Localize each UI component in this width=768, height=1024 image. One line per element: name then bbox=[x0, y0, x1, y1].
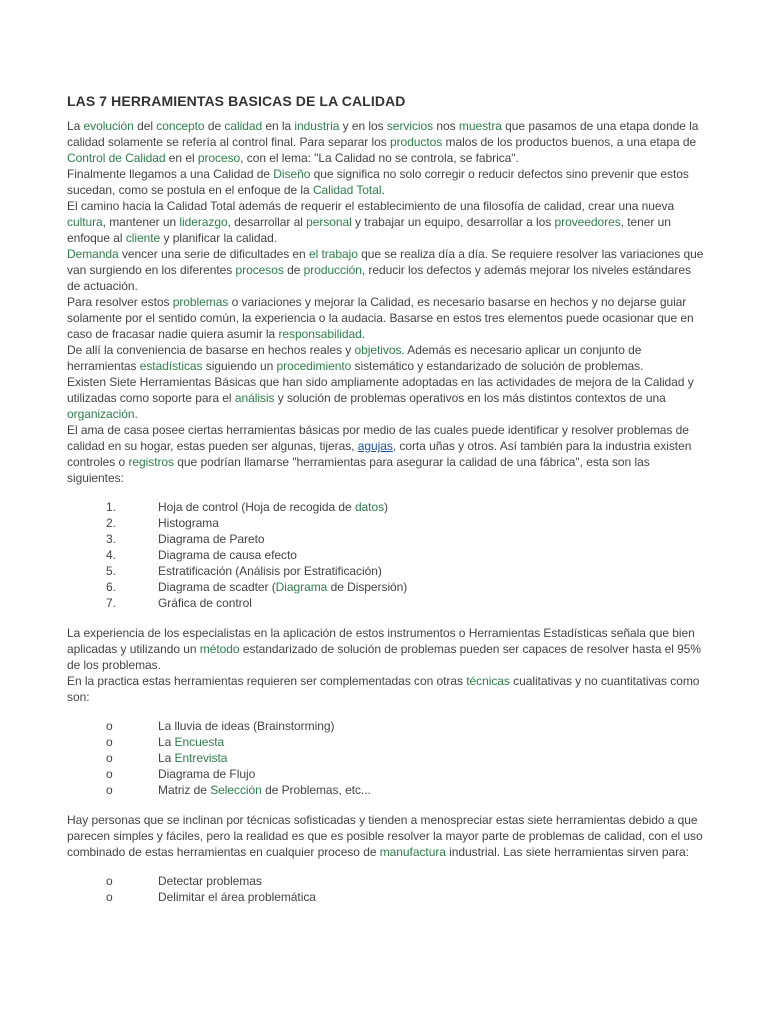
text-run: , con el lema: "La Calidad no se controla, se fabrica". bbox=[240, 151, 519, 165]
paragraph bbox=[67, 673, 707, 705]
text-run: cualitativas y no cuantitativas como son: bbox=[67, 674, 700, 704]
text-run: vencer una serie de dificultades en bbox=[118, 247, 309, 261]
list-item bbox=[67, 515, 707, 531]
inline-link[interactable]: datos bbox=[354, 500, 385, 514]
text-run: La bbox=[158, 751, 175, 765]
inline-link[interactable]: muestra bbox=[458, 119, 502, 133]
text-run: , tener un enfoque al bbox=[67, 215, 671, 245]
text-run: que se realiza día a día. Se requiere resolver las variaciones que van surgiendo en los diferentes bbox=[67, 247, 704, 277]
purpose-list bbox=[67, 873, 707, 905]
text-run: de Dispersión) bbox=[327, 580, 408, 594]
list-marker: 7. bbox=[106, 596, 116, 610]
text-run: y solución de problemas operativos en los más distintos contextos de una bbox=[274, 391, 666, 405]
inline-link[interactable]: el trabajo bbox=[308, 247, 358, 261]
inline-link[interactable]: procedimiento bbox=[276, 359, 352, 373]
list-item bbox=[67, 579, 707, 595]
closing-section bbox=[67, 812, 707, 860]
list-item bbox=[67, 563, 707, 579]
list-marker: 2. bbox=[106, 516, 116, 530]
text-run: que significa no solo corregir o reducir defectos sino prevenir que estos sucedan, como se postula en el enfoque de la bbox=[67, 167, 689, 197]
paragraph bbox=[67, 294, 707, 342]
inline-link[interactable]: evolución bbox=[83, 119, 134, 133]
text-run: . bbox=[361, 327, 366, 341]
text-run: Diagrama de causa efecto bbox=[158, 548, 297, 562]
inline-link[interactable]: personal bbox=[306, 215, 352, 229]
text-run: de bbox=[204, 119, 225, 133]
inline-link[interactable]: problemas bbox=[172, 295, 229, 309]
inline-link[interactable]: procesos bbox=[235, 263, 284, 277]
text-run: De allí la conveniencia de basarse en hechos reales y bbox=[67, 343, 355, 357]
text-run: Existen Siete Herramientas Básicas que han sido ampliamente adoptadas en las actividades de mejora de la Calidad y utilizadas como soporte para el bbox=[67, 375, 694, 405]
paragraph bbox=[67, 246, 707, 294]
inline-link[interactable]: Calidad Total bbox=[312, 183, 382, 197]
text-run: Delimitar el área problemática bbox=[158, 890, 316, 904]
paragraph bbox=[67, 118, 707, 166]
document-title: LAS 7 HERRAMIENTAS BASICAS DE LA CALIDAD bbox=[67, 93, 406, 109]
text-run: La lluvia de ideas (Brainstorming) bbox=[158, 719, 335, 733]
text-run: . Además es necesario aplicar un conjunto de herramientas bbox=[67, 343, 642, 373]
text-run: Gráfica de control bbox=[158, 596, 252, 610]
text-run: Detectar problemas bbox=[158, 874, 262, 888]
inline-link[interactable]: Control de Calidad bbox=[67, 151, 166, 165]
inline-link[interactable]: estadísticas bbox=[139, 359, 203, 373]
spacer bbox=[67, 611, 707, 625]
inline-link[interactable]: industria bbox=[294, 119, 340, 133]
list-marker: 4. bbox=[106, 548, 116, 562]
inline-link[interactable]: producción bbox=[303, 263, 362, 277]
text-run: Estratificación (Análisis por Estratificación) bbox=[158, 564, 382, 578]
text-run: La bbox=[158, 735, 175, 749]
text-run: ) bbox=[384, 500, 388, 514]
text-run: siguiendo un bbox=[202, 359, 277, 373]
list-item bbox=[67, 734, 707, 750]
text-run: , mantener un bbox=[102, 215, 180, 229]
text-run: sistemático y estandarizado de solución de problemas. bbox=[351, 359, 644, 373]
list-item bbox=[67, 782, 707, 798]
list-marker: o bbox=[106, 783, 113, 797]
text-run: . bbox=[134, 407, 138, 421]
text-run: La bbox=[67, 119, 84, 133]
inline-link[interactable]: Demanda bbox=[67, 247, 119, 261]
paragraph bbox=[67, 166, 707, 198]
inline-link[interactable]: responsabilidad bbox=[278, 327, 362, 341]
list-item bbox=[67, 873, 707, 889]
list-marker: 6. bbox=[106, 580, 116, 594]
list-item bbox=[67, 750, 707, 766]
text-run: en el bbox=[165, 151, 198, 165]
inline-link[interactable]: Encuesta bbox=[174, 735, 225, 749]
text-run: y en los bbox=[339, 119, 387, 133]
inline-link[interactable]: concepto bbox=[156, 119, 205, 133]
inline-link[interactable]: proceso bbox=[197, 151, 241, 165]
text-run: Finalmente llegamos a una Calidad de bbox=[67, 167, 274, 181]
list-marker: 3. bbox=[106, 532, 116, 546]
inline-link[interactable]: calidad bbox=[224, 119, 263, 133]
text-run: que pasamos de una etapa donde la calidad solamente se refería al control final. Para separar los bbox=[67, 119, 699, 149]
text-run: industrial. Las siete herramientas sirven para: bbox=[445, 845, 689, 859]
text-run: de Problemas, etc... bbox=[261, 783, 371, 797]
inline-link[interactable]: agujas bbox=[357, 439, 393, 453]
list-item bbox=[67, 595, 707, 611]
list-marker: o bbox=[106, 874, 113, 888]
text-run: Matriz de bbox=[158, 783, 211, 797]
text-run: La experiencia de los especialistas en la aplicación de estos instrumentos o Herramientas Estadísticas señala que bien aplicadas y utilizando un bbox=[67, 626, 695, 656]
list-marker: 1. bbox=[106, 500, 116, 514]
inline-link[interactable]: cultura bbox=[67, 215, 103, 229]
inline-link[interactable]: liderazgo bbox=[179, 215, 228, 229]
paragraph bbox=[67, 374, 707, 422]
text-run: , reducir los defectos y además mejorar los niveles estándares de actuación. bbox=[67, 263, 691, 293]
list-item bbox=[67, 499, 707, 515]
text-run: que podrían llamarse "herramientas para asegurar la calidad de una fábrica", esta son las siguientes: bbox=[67, 455, 650, 485]
inline-link[interactable]: productos bbox=[389, 135, 443, 149]
list-marker: o bbox=[106, 767, 113, 781]
inline-link[interactable]: Diagrama bbox=[275, 580, 328, 594]
text-run: en la bbox=[262, 119, 295, 133]
list-marker: o bbox=[106, 890, 113, 904]
text-run: malos de los productos buenos, a una etapa de bbox=[442, 135, 697, 149]
text-run: o variaciones y mejorar la Calidad, es necesario basarse en hechos y no dejarse guiar solamente por el sentido común, la experiencia o la audacia. Basarse en estos tres elementos puede ocasionar que en caso de fracasar nadie quiera asumir la bbox=[67, 295, 694, 341]
inline-link[interactable]: manufactura bbox=[379, 845, 446, 859]
text-run: Diagrama de Flujo bbox=[158, 767, 256, 781]
inline-link[interactable]: proveedores bbox=[554, 215, 621, 229]
techniques-list bbox=[67, 718, 707, 798]
inline-link[interactable]: Selección bbox=[210, 783, 262, 797]
text-run: , corta uñas y otros. Así también para la industria existen controles o bbox=[67, 439, 692, 469]
experience-section bbox=[67, 625, 707, 705]
list-marker: o bbox=[106, 751, 113, 765]
list-marker: o bbox=[106, 735, 113, 749]
text-run: Hoja de control (Hoja de recogida de bbox=[158, 500, 355, 514]
text-run: , desarrollar al bbox=[227, 215, 307, 229]
text-run: Diagrama de scadter ( bbox=[158, 580, 276, 594]
text-run: nos bbox=[433, 119, 459, 133]
inline-link[interactable]: organización bbox=[67, 407, 135, 421]
inline-link[interactable]: servicios bbox=[386, 119, 434, 133]
paragraph bbox=[67, 625, 707, 673]
paragraph bbox=[67, 198, 707, 246]
text-run: Para resolver estos bbox=[67, 295, 173, 309]
intro-section bbox=[67, 118, 707, 486]
inline-link[interactable]: Diseño bbox=[273, 167, 311, 181]
text-run: de bbox=[283, 263, 304, 277]
text-run: Diagrama de Pareto bbox=[158, 532, 265, 546]
list-item bbox=[67, 766, 707, 782]
text-run: del bbox=[133, 119, 157, 133]
text-run: y trabajar un equipo, desarrollar a los bbox=[351, 215, 555, 229]
text-run: El ama de casa posee ciertas herramientas básicas por medio de las cuales puede identificar y resolver problemas de calidad en su hogar, estas pueden ser algunas, tijeras, bbox=[67, 423, 689, 453]
text-run: En la practica estas herramientas requieren ser complementadas con otras bbox=[67, 674, 467, 688]
document-body bbox=[67, 118, 707, 905]
inline-link[interactable]: técnicas bbox=[466, 674, 510, 688]
inline-link[interactable]: análisis bbox=[234, 391, 275, 405]
list-item bbox=[67, 718, 707, 734]
text-run: . bbox=[381, 183, 385, 197]
spacer bbox=[67, 798, 707, 812]
text-run: El camino hacia la Calidad Total además de requerir el establecimiento de una filosofía de calidad, crear una nueva bbox=[67, 199, 675, 213]
list-item bbox=[67, 531, 707, 547]
inline-link[interactable]: registros bbox=[128, 455, 175, 469]
tools-list bbox=[67, 499, 707, 611]
inline-link[interactable]: objetivos bbox=[354, 343, 402, 357]
paragraph bbox=[67, 422, 707, 486]
list-item bbox=[67, 547, 707, 563]
paragraph bbox=[67, 812, 707, 860]
paragraph bbox=[67, 342, 707, 374]
text-run: estandarizado de solución de problemas pueden ser capaces de resolver hasta el 95% de los problemas. bbox=[67, 642, 702, 672]
text-run: Hay personas que se inclinan por técnicas sofisticadas y tienden a menospreciar estas siete herramientas debido a que parecen simples y fáciles, pero la realidad es que es posible resolver la mayor parte de problemas de calidad, con el uso combinado de estas herramientas en cualquier proceso de bbox=[67, 813, 703, 859]
inline-link[interactable]: cliente bbox=[125, 231, 161, 245]
text-run: y planificar la calidad. bbox=[160, 231, 277, 245]
text-run: Histograma bbox=[158, 516, 219, 530]
list-marker: o bbox=[106, 719, 113, 733]
inline-link[interactable]: Entrevista bbox=[174, 751, 228, 765]
list-marker: 5. bbox=[106, 564, 116, 578]
inline-link[interactable]: método bbox=[199, 642, 240, 656]
list-item bbox=[67, 889, 707, 905]
